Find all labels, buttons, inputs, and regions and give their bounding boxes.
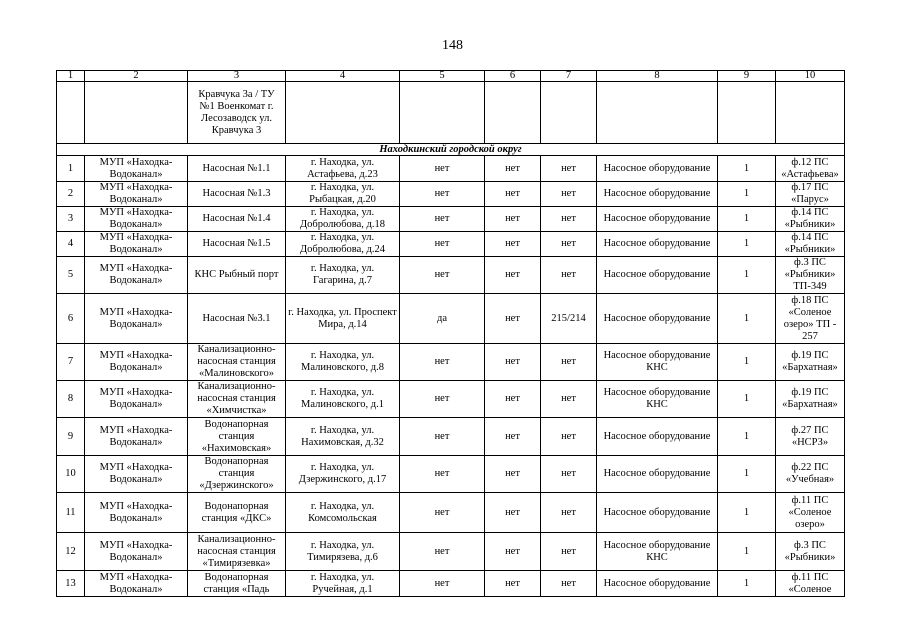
quantity: 1 (718, 571, 776, 597)
row-number: 13 (57, 571, 85, 597)
col7-value: нет (541, 381, 597, 418)
row-number: 4 (57, 232, 85, 257)
row-number: 2 (57, 182, 85, 207)
col7-value: нет (541, 571, 597, 597)
col6-value: нет (485, 294, 541, 344)
column-number-row (57, 71, 845, 82)
equipment: Насосное оборудование КНС (597, 381, 718, 418)
col5-value: нет (400, 571, 485, 597)
feeder: ф.19 ПС «Бархатная» (776, 344, 845, 381)
col6-value: нет (485, 156, 541, 182)
object-name: Насосная №3.1 (188, 294, 286, 344)
address: г. Находка, ул. Ручейная, д.1 (286, 571, 400, 597)
feeder: ф.11 ПС «Соленое (776, 571, 845, 597)
feeder: ф.3 ПС «Рыбники» (776, 533, 845, 571)
organization: МУП «Находка-Водоканал» (85, 182, 188, 207)
feeder: ф.3 ПС «Рыбники» ТП-349 (776, 257, 845, 294)
row-number: 10 (57, 456, 85, 493)
col7-value: 215/214 (541, 294, 597, 344)
address: г. Находка, ул. Гагарина, д.7 (286, 257, 400, 294)
object-name: Насосная №1.3 (188, 182, 286, 207)
feeder: ф.12 ПС «Астафьева» (776, 156, 845, 182)
col5-value: нет (400, 182, 485, 207)
organization: МУП «Находка-Водоканал» (85, 493, 188, 533)
row-number: 6 (57, 294, 85, 344)
organization: МУП «Находка-Водоканал» (85, 232, 188, 257)
equipment: Насосное оборудование (597, 456, 718, 493)
address: г. Находка, ул. Астафьева, д.23 (286, 156, 400, 182)
table-cell (85, 82, 188, 144)
object-name: Канализационно-насосная станция «Химчистка» (188, 381, 286, 418)
col6-value: нет (485, 418, 541, 456)
organization: МУП «Находка-Водоканал» (85, 418, 188, 456)
row-number: 8 (57, 381, 85, 418)
equipment: Насосное оборудование (597, 571, 718, 597)
table-row (57, 418, 845, 456)
quantity: 1 (718, 533, 776, 571)
organization: МУП «Находка-Водоканал» (85, 207, 188, 232)
col5-value: нет (400, 257, 485, 294)
address: г. Находка, ул. Малиновского, д.1 (286, 381, 400, 418)
quantity: 1 (718, 456, 776, 493)
table-row (57, 344, 845, 381)
col6-value: нет (485, 571, 541, 597)
section-title: Находкинский городской округ (57, 144, 845, 156)
object-name: Водонапорная станция «ДКС» (188, 493, 286, 533)
equipment: Насосное оборудование (597, 232, 718, 257)
column-header: 5 (400, 71, 485, 82)
quantity: 1 (718, 257, 776, 294)
table-cell (286, 82, 400, 144)
col5-value: нет (400, 232, 485, 257)
table-cell (400, 82, 485, 144)
col7-value: нет (541, 533, 597, 571)
table-cell (57, 82, 85, 144)
address: г. Находка, ул. Добролюбова, д.18 (286, 207, 400, 232)
col7-value: нет (541, 156, 597, 182)
address: г. Находка, ул. Тимирязева, д.6 (286, 533, 400, 571)
address: г. Находка, ул. Добролюбова, д.24 (286, 232, 400, 257)
col5-value: нет (400, 456, 485, 493)
table-row (57, 294, 845, 344)
col6-value: нет (485, 381, 541, 418)
organization: МУП «Находка-Водоканал» (85, 344, 188, 381)
address: г. Находка, ул. Комсомольская (286, 493, 400, 533)
col5-value: нет (400, 381, 485, 418)
column-header: 6 (485, 71, 541, 82)
equipment: Насосное оборудование (597, 418, 718, 456)
col5-value: нет (400, 493, 485, 533)
equipment: Насосное оборудование (597, 207, 718, 232)
col6-value: нет (485, 182, 541, 207)
col7-value: нет (541, 344, 597, 381)
quantity: 1 (718, 381, 776, 418)
object-name: Канализационно-насосная станция «Тимирязевка» (188, 533, 286, 571)
address: г. Находка, ул. Малиновского, д.8 (286, 344, 400, 381)
column-header: 9 (718, 71, 776, 82)
table-row (57, 207, 845, 232)
column-header: 7 (541, 71, 597, 82)
organization: МУП «Находка-Водоканал» (85, 294, 188, 344)
table-row (57, 381, 845, 418)
column-header: 4 (286, 71, 400, 82)
equipment: Насосное оборудование (597, 156, 718, 182)
object-name: Насосная №1.4 (188, 207, 286, 232)
equipment-table (56, 70, 845, 597)
feeder: ф.27 ПС «НСРЗ» (776, 418, 845, 456)
table-cell (485, 82, 541, 144)
organization: МУП «Находка-Водоканал» (85, 156, 188, 182)
equipment: Насосное оборудование (597, 294, 718, 344)
row-number: 7 (57, 344, 85, 381)
feeder: ф.18 ПС «Соленое озеро» ТП - 257 (776, 294, 845, 344)
organization: МУП «Находка-Водоканал» (85, 257, 188, 294)
quantity: 1 (718, 493, 776, 533)
col6-value: нет (485, 257, 541, 294)
col7-value: нет (541, 456, 597, 493)
col5-value: нет (400, 156, 485, 182)
row-number: 1 (57, 156, 85, 182)
object-name: Водонапорная станция «Дзержинского» (188, 456, 286, 493)
address: г. Находка, ул. Рыбацкая, д.20 (286, 182, 400, 207)
table-cell (541, 82, 597, 144)
col7-value: нет (541, 257, 597, 294)
object-name: Водонапорная станция «Падь (188, 571, 286, 597)
table-cell (718, 82, 776, 144)
quantity: 1 (718, 344, 776, 381)
col7-value: нет (541, 232, 597, 257)
col6-value: нет (485, 207, 541, 232)
column-header: 3 (188, 71, 286, 82)
table-row (57, 232, 845, 257)
address: г. Находка, ул. Проспект Мира, д.14 (286, 294, 400, 344)
col6-value: нет (485, 232, 541, 257)
equipment: Насосное оборудование (597, 257, 718, 294)
object-name: Канализационно-насосная станция «Малиновского» (188, 344, 286, 381)
feeder: ф.19 ПС «Бархатная» (776, 381, 845, 418)
col6-value: нет (485, 344, 541, 381)
col5-value: нет (400, 418, 485, 456)
col6-value: нет (485, 456, 541, 493)
table-row (57, 571, 845, 597)
address: г. Находка, ул. Дзержинского, д.17 (286, 456, 400, 493)
col7-value: нет (541, 207, 597, 232)
col5-value: да (400, 294, 485, 344)
column-header: 1 (57, 71, 85, 82)
column-header: 8 (597, 71, 718, 82)
equipment: Насосное оборудование (597, 182, 718, 207)
organization: МУП «Находка-Водоканал» (85, 381, 188, 418)
quantity: 1 (718, 418, 776, 456)
feeder: ф.22 ПС «Учебная» (776, 456, 845, 493)
table-row (57, 493, 845, 533)
object-name: Водонапорная станция «Нахимовская» (188, 418, 286, 456)
quantity: 1 (718, 182, 776, 207)
col7-value: нет (541, 493, 597, 533)
object-name: Насосная №1.5 (188, 232, 286, 257)
quantity: 1 (718, 294, 776, 344)
col7-value: нет (541, 418, 597, 456)
table-cell (776, 82, 845, 144)
col5-value: нет (400, 533, 485, 571)
col5-value: нет (400, 207, 485, 232)
organization: МУП «Находка-Водоканал» (85, 571, 188, 597)
col7-value: нет (541, 182, 597, 207)
quantity: 1 (718, 156, 776, 182)
column-header: 2 (85, 71, 188, 82)
feeder: ф.14 ПС «Рыбники» (776, 232, 845, 257)
object-name: КНС Рыбный порт (188, 257, 286, 294)
equipment: Насосное оборудование (597, 493, 718, 533)
table-row (57, 156, 845, 182)
organization: МУП «Находка-Водоканал» (85, 533, 188, 571)
col5-value: нет (400, 344, 485, 381)
table-row (57, 456, 845, 493)
column-header: 10 (776, 71, 845, 82)
page-number: 148 (442, 38, 463, 53)
table-row (57, 257, 845, 294)
row-number: 11 (57, 493, 85, 533)
feeder: ф.11 ПС «Соленое озеро» (776, 493, 845, 533)
quantity: 1 (718, 207, 776, 232)
quantity: 1 (718, 232, 776, 257)
continuation-row (57, 82, 845, 144)
row-number: 5 (57, 257, 85, 294)
feeder: ф.14 ПС «Рыбники» (776, 207, 845, 232)
equipment: Насосное оборудование КНС (597, 344, 718, 381)
row-number: 9 (57, 418, 85, 456)
section-row (57, 144, 845, 156)
object-name: Насосная №1.1 (188, 156, 286, 182)
table-row (57, 182, 845, 207)
row-number: 3 (57, 207, 85, 232)
row-number: 12 (57, 533, 85, 571)
table-cell: Кравчука 3а / ТУ №1 Военкомат г. Лесозаводск ул. Кравчука 3 (188, 82, 286, 144)
feeder: ф.17 ПС «Парус» (776, 182, 845, 207)
address: г. Находка, ул. Нахимовская, д.32 (286, 418, 400, 456)
table-cell (597, 82, 718, 144)
col6-value: нет (485, 533, 541, 571)
table-row (57, 533, 845, 571)
equipment: Насосное оборудование КНС (597, 533, 718, 571)
organization: МУП «Находка-Водоканал» (85, 456, 188, 493)
col6-value: нет (485, 493, 541, 533)
